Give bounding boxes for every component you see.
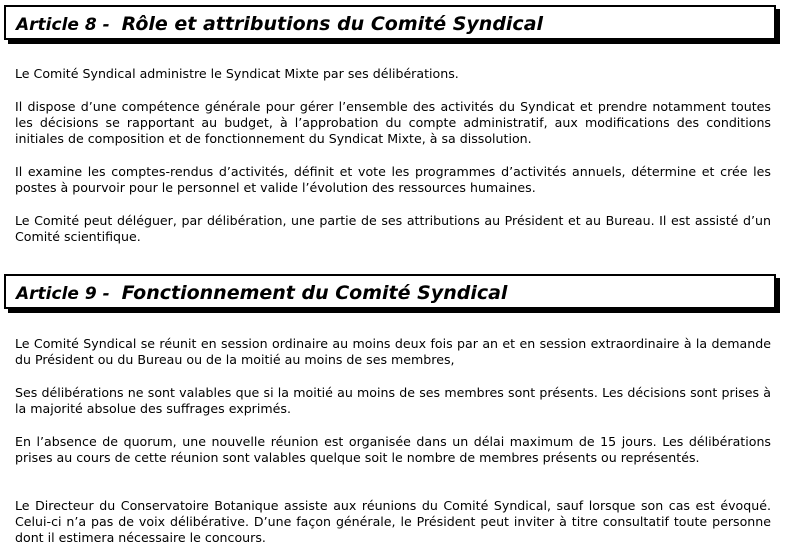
article-9-paragraph-3: En l’absence de quorum, une nouvelle réunion est organisée dans un délai maximum de 15 jours. Les délibérations prises au cours de cette réunion sont valables quelque soit le nombre de membres présents ou représentés.	[15, 434, 771, 465]
article-9-header	[4, 274, 776, 309]
article-8-number: Article 8 -	[16, 15, 110, 35]
article-9-paragraph-1: Le Comité Syndical se réunit en session ordinaire au moins deux fois par an et en session extraordinaire à la demande du Président ou du Bureau ou de la moitié au moins de ses membres,	[15, 336, 771, 367]
article-8-paragraph-4: Le Comité peut déléguer, par délibération, une partie de ses attributions au Président et au Bureau. Il est assisté d’un Comité scientifique.	[15, 213, 771, 244]
article-8-title: Rôle et attributions du Comité Syndical	[121, 13, 544, 35]
article-9-number: Article 9 -	[16, 284, 110, 304]
article-8-paragraph-3: Il examine les comptes-rendus d’activités, définit et vote les programmes d’activités annuels, détermine et crée les postes à pourvoir pour le personnel et valide l’évolution des ressources humaines.	[15, 164, 771, 195]
article-9-title: Fonctionnement du Comité Syndical	[121, 282, 508, 304]
article-8-paragraph-2: Il dispose d’une compétence générale pour gérer l’ensemble des activités du Syndicat et prendre notamment toutes les décisions se rapportant au budget, à l’approbation du compte administratif, aux modifications des conditions initiales de composition et de fonctionnement du Syndicat Mixte, à sa dissolution.	[15, 99, 771, 146]
article-9-paragraph-4: Le Directeur du Conservatoire Botanique assiste aux réunions du Comité Syndical, sauf lorsque son cas est évoqué. Celui-ci n’a pas de voix délibérative. D’une façon générale, le Président peut inviter à titre consultatif toute personne dont il estimera nécessaire le concours.	[15, 498, 771, 545]
article-8-header	[4, 5, 776, 40]
article-9-paragraph-2: Ses délibérations ne sont valables que si la moitié au moins de ses membres sont présents. Les décisions sont prises à la majorité absolue des suffrages exprimés.	[15, 385, 771, 416]
article-8-paragraph-1: Le Comité Syndical administre le Syndicat Mixte par ses délibérations.	[15, 66, 459, 81]
